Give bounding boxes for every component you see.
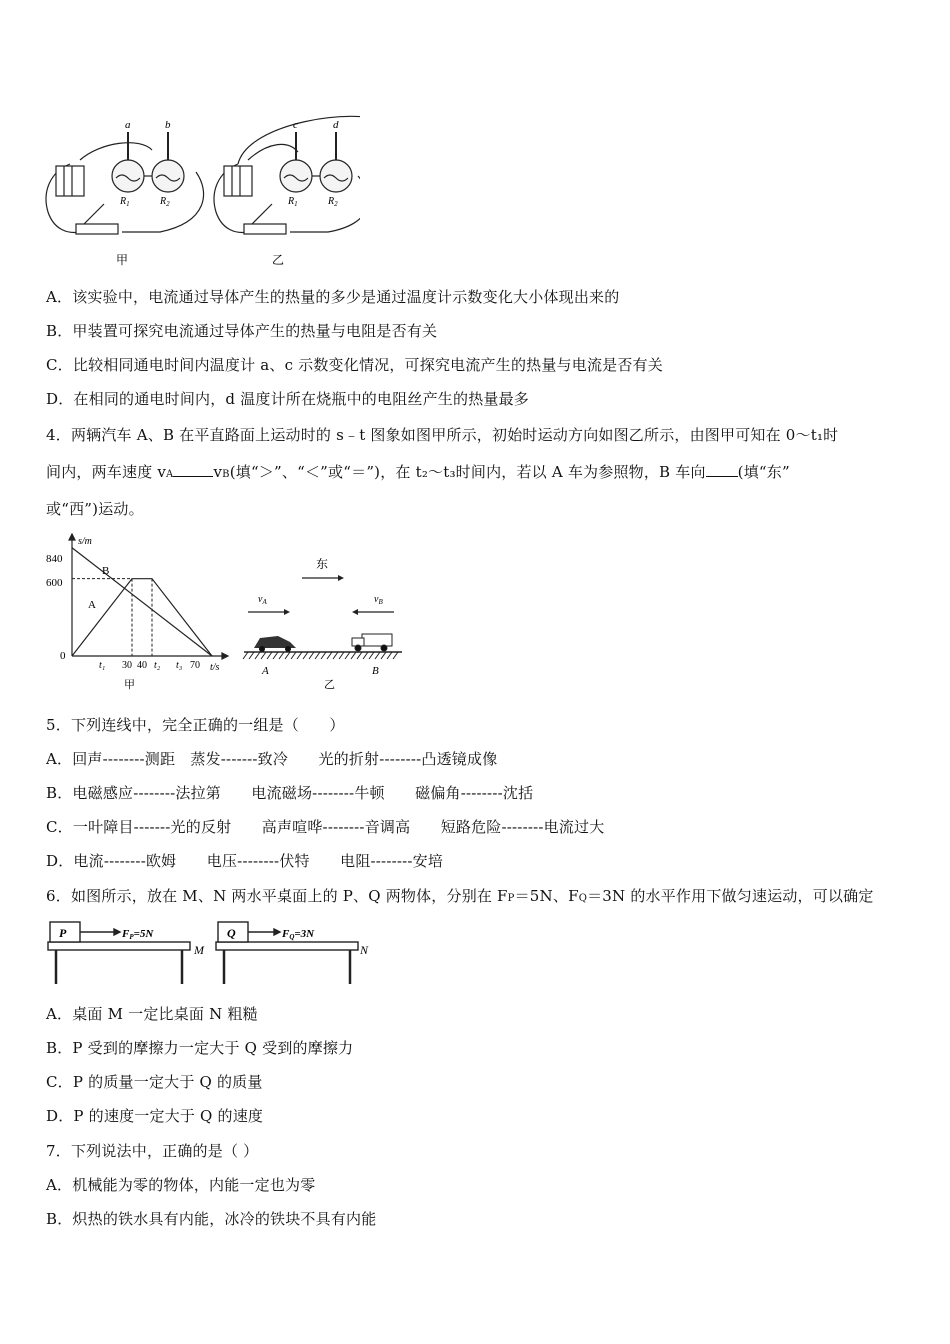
y-tick-0: 0 [60,650,66,662]
y-axis-label: s/m [78,536,92,547]
x-tick-t3: t₃ [176,660,183,671]
cars-direction-figure [240,550,410,690]
q3-option-b: B．甲装置可探究电流通过导体产生的热量与电阻是否有关 [46,322,438,340]
r1-label-yi: $R_1$ [288,196,298,208]
q4-stem-line3: 或“西”)运动。 [46,500,144,518]
x-axis-label: t/s [210,662,220,673]
series-a-line [72,579,212,656]
block-q-label: Q [227,926,236,940]
label-jia: 甲 [116,253,129,267]
x-tick-t1: t₁ [99,660,106,671]
q5-option-a: A．回声--------测距 蒸发-------致冷 光的折射--------凸透镜成像 [46,750,498,768]
series-b-label: B [102,565,110,577]
y-tick-840: 840 [46,553,63,565]
table-m-top [48,942,190,950]
q4-blank-2[interactable] [706,476,738,477]
therm-b-label: b [165,119,171,131]
cars-label-yi: 乙 [324,679,335,690]
circuit-figure [40,112,360,272]
q6-option-b: B．P 受到的摩擦力一定大于 Q 受到的摩擦力 [46,1039,354,1057]
car-a [254,636,296,652]
q3-option-c: C．比较相同通电时间内温度计 a、c 示数变化情况，可探究电流产生的热量与电流是否有关 [46,356,663,374]
q7-option-b: B．炽热的铁水具有内能，冰冷的铁块不具有内能 [46,1210,377,1228]
table-n-top [216,942,358,950]
table-m-label: M [194,943,204,957]
car-b [352,634,392,651]
label-yi: 乙 [272,253,285,267]
ground-hatch [243,652,398,659]
q5-stem: 5．下列连线中，完全正确的一组是（ ） [46,716,345,734]
va-label: $v_A$ [258,594,267,606]
x-tick-30: 30 [122,660,132,671]
east-arrow-head [338,575,344,581]
st-graph [44,532,234,692]
q3-option-d: D．在相同的通电时间内，d 温度计所在烧瓶中的电阻丝产生的热量最多 [46,390,529,408]
force-q-label: FQ=3N [282,928,315,941]
r2-label: $R_2$ [160,196,170,208]
force-p-arrow-head [114,929,120,935]
q4-stem-line2: 间内，两车速度 vA vB(填“＞”、“＜”或“＝”)，在 t₂～t₃时间内，若以 A 车为参照物，B 车向 (填“东” [46,463,790,481]
tables-figure [44,918,374,990]
q4-stem-line1: 4．两辆汽车 A、B 在平直路面上运动时的 s﹣t 图象如图甲所示，初始时运动方向如图乙所示，由图甲可知在 0～t₁时 [46,426,839,444]
q5-option-d: D．电流--------欧姆 电压--------伏特 电阻--------安培 [46,852,444,870]
q6-stem: 6．如图所示，放在 M、N 两水平桌面上的 P、Q 两物体，分别在 FP＝5N、FQ＝3N 的水平作用下做匀速运动，可以确定 [46,887,874,905]
car-b-label: B [372,665,379,677]
circuit-yi [214,116,360,234]
y-tick-600: 600 [46,577,63,589]
x-tick-t2: t₂ [154,660,161,671]
therm-a-label: a [125,119,131,131]
therm-c-label: c [293,119,298,131]
q7-stem: 7．下列说法中，正确的是（ ） [46,1142,259,1160]
q7-option-a: A．机械能为零的物体，内能一定也为零 [46,1176,316,1194]
table-n-label: N [360,943,369,957]
circuit-jia [46,132,204,234]
vb-label: $v_B$ [374,594,383,606]
q6-option-c: C．P 的质量一定大于 Q 的质量 [46,1073,263,1091]
east-label: 东 [316,557,329,571]
q6-option-d: D．P 的速度一定大于 Q 的速度 [46,1107,264,1125]
q6-option-a: A．桌面 M 一定比桌面 N 粗糙 [46,1005,258,1023]
q4-blank-1[interactable] [173,476,213,477]
x-tick-70: 70 [190,660,200,671]
x-tick-40: 40 [137,660,147,671]
q5-option-c: C．一叶障目-------光的反射 高声喧哗--------音调高 短路危险--------电流过大 [46,818,605,836]
q3-option-a: A．该实验中，电流通过导体产生的热量的多少是通过温度计示数变化大小体现出来的 [46,288,620,306]
r1-label: $R_1$ [120,196,130,208]
block-p-label: P [59,926,67,940]
vb-arrow-head [352,609,358,615]
x-axis-arrow [222,653,228,659]
car-a-label: A [262,665,269,677]
graph-label-jia: 甲 [124,679,135,691]
force-q-arrow-head [274,929,280,935]
r2-label-yi: $R_2$ [328,196,338,208]
series-a-label: A [88,599,96,611]
y-axis-arrow [69,534,75,540]
q5-option-b: B．电磁感应--------法拉第 电流磁场--------牛顿 磁偏角--------沈括 [46,784,534,802]
force-p-label: FP=5N [122,928,154,941]
va-arrow-head [284,609,290,615]
therm-d-label: d [333,119,339,131]
